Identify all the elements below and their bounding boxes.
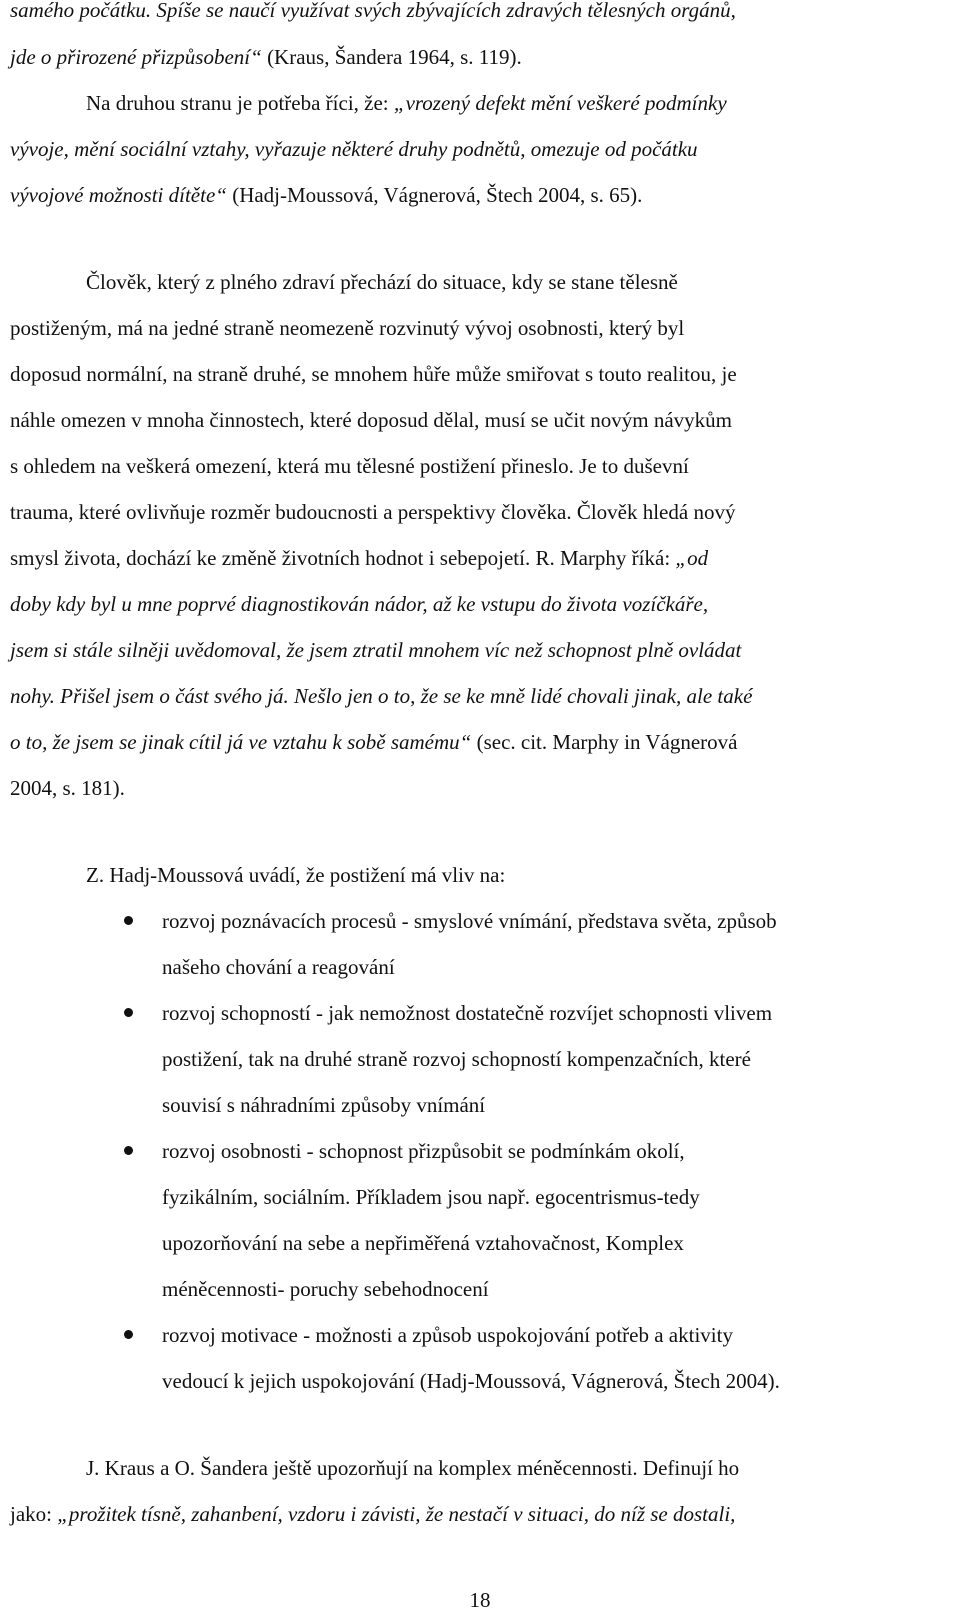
italic-quote: „od bbox=[675, 546, 709, 570]
citation: (Kraus, Šandera 1964, s. 119). bbox=[261, 45, 522, 69]
text-line: nohy. Přišel jsem o část svého já. Nešlo jen o to, že se ke mně lidé chovali jinak, ale také bbox=[10, 684, 753, 708]
citation: (sec. cit. Marphy in Vágnerová bbox=[471, 730, 738, 754]
list-item-line: vedoucí k jejich uspokojování (Hadj-Moussová, Vágnerová, Štech 2004). bbox=[162, 1369, 780, 1393]
list-item-line: rozvoj motivace - možnosti a způsob uspokojování potřeb a aktivity bbox=[162, 1323, 733, 1347]
citation: (Hadj-Moussová, Vágnerová, Štech 2004, s. 65). bbox=[226, 183, 643, 207]
italic-quote: „prožitek tísně, zahanbení, vzdoru i závisti, že nestačí v situaci, do níž se dostali, bbox=[57, 1502, 736, 1526]
text-line: J. Kraus a O. Šandera ještě upozorňují na komplex méněcennosti. Definují ho bbox=[86, 1456, 740, 1480]
text-span: smysl života, dochází ke změně životních hodnot i sebepojetí. R. Marphy říká: bbox=[10, 546, 676, 570]
text-line: vývoje, mění sociální vztahy, vyřazuje některé druhy podnětů, omezuje od počátku bbox=[10, 137, 698, 161]
text-line: náhle omezen v mnoha činnostech, které doposud dělal, musí se učit novým návykům bbox=[10, 408, 732, 432]
text-line: jsem si stále silněji uvědomoval, že jsem ztratil mnohem víc než schopnost plně ovládat bbox=[10, 638, 742, 662]
text-span: Na druhou stranu je potřeba říci, že: bbox=[86, 91, 394, 115]
text-line: Člověk, který z plného zdraví přechází do situace, kdy se stane tělesně bbox=[86, 270, 678, 294]
text-line: s ohledem na veškerá omezení, která mu tělesné postižení přineslo. Je to duševní bbox=[10, 454, 689, 478]
text-line bbox=[10, 732, 737, 753]
text-line: trauma, které ovlivňuje rozměr budoucnosti a perspektivy člověka. Člověk hledá nový bbox=[10, 500, 736, 524]
list-item-line: fyzikálním, sociálním. Příkladem jsou např. egocentrismus-tedy bbox=[162, 1185, 700, 1209]
text-line bbox=[10, 47, 522, 68]
italic-quote: „vrozený defekt mění veškeré podmínky bbox=[393, 91, 727, 115]
list-item-line: rozvoj schopností - jak nemožnost dostatečně rozvíjet schopnosti vlivem bbox=[162, 1001, 773, 1025]
list-intro: Z. Hadj-Moussová uvádí, že postižení má vliv na: bbox=[86, 863, 506, 887]
text-line bbox=[10, 1504, 735, 1525]
text-line: doby kdy byl u mne poprvé diagnostikován nádor, až ke vstupu do života vozíčkáře, bbox=[10, 592, 709, 616]
text-line: postiženým, má na jedné straně neomezeně rozvinutý vývoj osobnosti, který byl bbox=[10, 316, 685, 340]
list-item-line: upozorňování na sebe a nepřiměřená vztahovačnost, Komplex bbox=[162, 1231, 684, 1255]
text-line: samého počátku. Spíše se naučí využívat svých zbývajících zdravých tělesných orgánů, bbox=[10, 0, 736, 22]
text-line bbox=[86, 93, 727, 114]
list-item-line: postižení, tak na druhé straně rozvoj schopností kompenzačních, které bbox=[162, 1047, 751, 1071]
bullet-icon bbox=[124, 1146, 133, 1155]
text-line: 2004, s. 181). bbox=[10, 776, 125, 800]
italic-quote: vývojové možnosti dítěte“ bbox=[10, 183, 227, 207]
text-span: jako: bbox=[10, 1502, 58, 1526]
text-line bbox=[10, 185, 642, 206]
bullet-icon bbox=[124, 1008, 133, 1017]
bullet-icon bbox=[124, 1330, 133, 1339]
text-line: doposud normální, na straně druhé, se mnohem hůře může smiřovat s touto realitou, je bbox=[10, 362, 737, 386]
list-item-line: méněcennosti- poruchy sebehodnocení bbox=[162, 1277, 489, 1301]
page-number: 18 bbox=[469, 1588, 491, 1612]
italic-quote: o to, že jsem se jinak cítil já ve vztahu k sobě samému“ bbox=[10, 730, 472, 754]
italic-quote: jde o přirozené přizpůsobení“ bbox=[10, 45, 262, 69]
list-item-line: rozvoj osobnosti - schopnost přizpůsobit se podmínkám okolí, bbox=[162, 1139, 685, 1163]
list-item-line: našeho chování a reagování bbox=[162, 955, 395, 979]
bullet-icon bbox=[124, 916, 133, 925]
list-item-line: souvisí s náhradními způsoby vnímání bbox=[162, 1093, 486, 1117]
text-line bbox=[10, 548, 708, 569]
list-item-line: rozvoj poznávacích procesů - smyslové vnímání, představa světa, způsob bbox=[162, 909, 777, 933]
